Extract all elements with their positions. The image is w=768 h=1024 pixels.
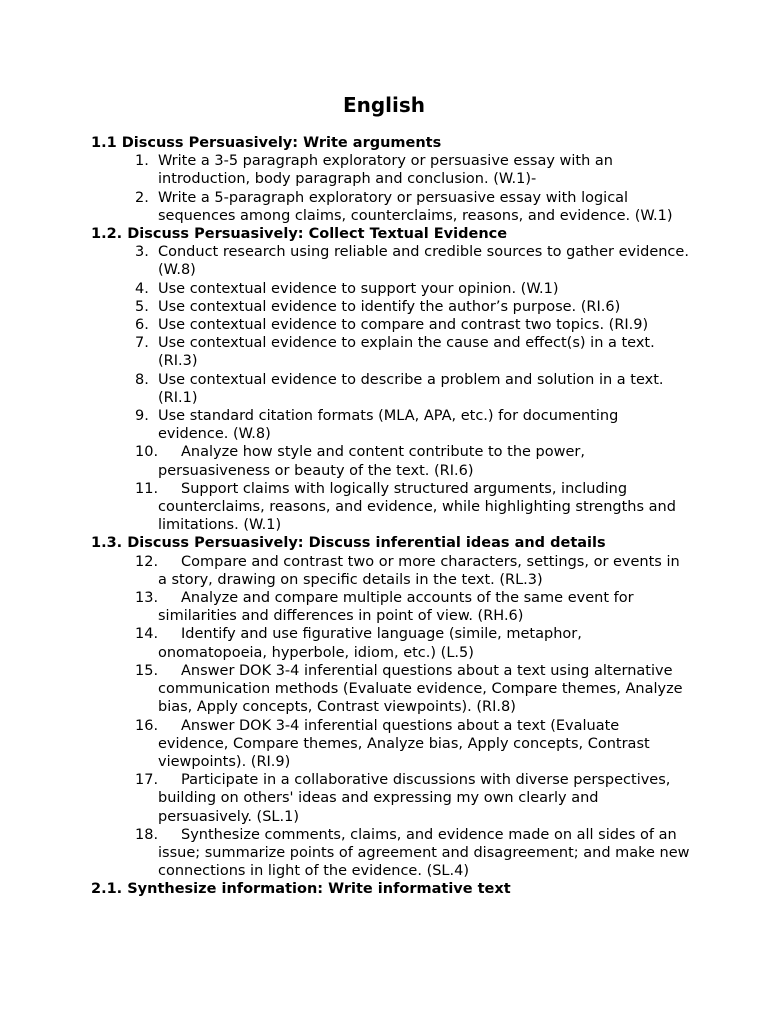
list-item bbox=[91, 243, 691, 279]
list-item-number: 2. bbox=[135, 189, 149, 206]
list-item bbox=[91, 280, 691, 298]
list-item bbox=[91, 407, 691, 443]
list-item-number: 17. bbox=[135, 772, 159, 789]
list-item-number: 16. bbox=[135, 717, 159, 734]
list-item bbox=[91, 298, 691, 316]
list-item-number: 4. bbox=[135, 280, 149, 297]
list-item-number: 1. bbox=[135, 153, 149, 170]
list-item-text: Support claims with logically structured arguments, including counterclaims, reasons, and evidence, while highlighting strengths and limitations. (W.1) bbox=[158, 480, 676, 534]
list-item-text: Use contextual evidence to explain the cause and effect(s) in a text. (RI.3) bbox=[158, 335, 655, 370]
list-item-text: Analyze how style and content contribute to the power, persuasiveness or beauty of the text. (RI.6) bbox=[158, 444, 585, 479]
list-item-text: Answer DOK 3-4 inferential questions about a text using alternative communication methods (Evaluate evidence, Compare themes, Analyze bias, Apply concepts, Contrast viewpoints). (RI.8) bbox=[158, 662, 683, 716]
list-item-number: 13. bbox=[135, 590, 159, 607]
list-item-text: Analyze and compare multiple accounts of the same event for similarities and differences in point of view. (RH.6) bbox=[158, 590, 634, 625]
list-item bbox=[91, 717, 691, 772]
list-item bbox=[91, 443, 691, 479]
section-heading: 1.2. Discuss Persuasively: Collect Textual Evidence bbox=[91, 226, 508, 243]
list-item-text: Identify and use figurative language (simile, metaphor, onomatopoeia, hyperbole, idiom, etc.) (L.5) bbox=[158, 626, 582, 661]
list-item-number: 3. bbox=[135, 244, 149, 261]
section-heading: 2.1. Synthesize information: Write informative text bbox=[91, 881, 511, 898]
list-item-number: 6. bbox=[135, 317, 149, 334]
list-item-text: Use contextual evidence to support your opinion. (W.1) bbox=[158, 280, 559, 297]
list-item-text: Compare and contrast two or more characters, settings, or events in a story, drawing on specific details in the text. (RL.3) bbox=[158, 553, 680, 588]
list-item-text: Use contextual evidence to identify the author’s purpose. (RI.6) bbox=[158, 298, 621, 315]
list-item-number: 11. bbox=[135, 480, 159, 497]
list-item-text: Use standard citation formats (MLA, APA, etc.) for documenting evidence. (W.8) bbox=[158, 408, 619, 443]
list-item bbox=[91, 771, 691, 826]
section-heading: 1.1 Discuss Persuasively: Write arguments bbox=[91, 135, 442, 151]
list-item bbox=[91, 334, 691, 370]
list-item-text: Use contextual evidence to compare and contrast two topics. (RI.9) bbox=[158, 317, 649, 334]
list-item-number: 18. bbox=[135, 826, 159, 843]
list-item bbox=[91, 625, 691, 661]
list-item bbox=[91, 480, 691, 535]
list-item bbox=[91, 316, 691, 334]
list-item-text: Use contextual evidence to describe a problem and solution in a text. (RI.1) bbox=[158, 371, 664, 406]
page-title: English bbox=[342, 93, 426, 117]
list-item bbox=[91, 589, 691, 625]
list-item-text: Write a 3-5 paragraph exploratory or persuasive essay with an introduction, body paragraph and conclusion. (W.1)- bbox=[158, 153, 613, 188]
list-item bbox=[91, 189, 691, 225]
list-item-number: 10. bbox=[135, 444, 159, 461]
list-item-text: Synthesize comments, claims, and evidence made on all sides of an issue; summarize points of agreement and disagreement; and make new connections in light of the evidence. (SL.4) bbox=[158, 826, 690, 880]
list-item bbox=[91, 553, 691, 589]
list-item-text: Participate in a collaborative discussions with diverse perspectives, building on others' ideas and expressing my own clearly and persuasively. (SL.1) bbox=[158, 772, 671, 825]
section-heading: 1.3. Discuss Persuasively: Discuss inferential ideas and details bbox=[91, 535, 606, 552]
list-item-number: 12. bbox=[135, 553, 159, 570]
list-item-number: 9. bbox=[135, 408, 149, 425]
list-item-text: Answer DOK 3-4 inferential questions about a text (Evaluate evidence, Compare themes, Analyze bias, Apply concepts, Contrast viewpoints). (RI.9) bbox=[158, 717, 650, 770]
list-item bbox=[91, 826, 691, 881]
list-item bbox=[91, 662, 691, 717]
list-item-text: Write a 5-paragraph exploratory or persuasive essay with logical sequences among claims, counterclaims, reasons, and evidence. (W.1) bbox=[158, 189, 673, 224]
list-item-number: 8. bbox=[135, 371, 149, 388]
list-item-number: 7. bbox=[135, 335, 149, 352]
list-item-text: Conduct research using reliable and credible sources to gather evidence. (W.8) bbox=[158, 244, 689, 279]
document-body bbox=[91, 134, 691, 899]
list-item bbox=[91, 371, 691, 407]
list-item-number: 14. bbox=[135, 626, 159, 643]
list-item-number: 5. bbox=[135, 298, 149, 315]
list-item-number: 15. bbox=[135, 662, 159, 679]
list-item bbox=[91, 152, 691, 188]
